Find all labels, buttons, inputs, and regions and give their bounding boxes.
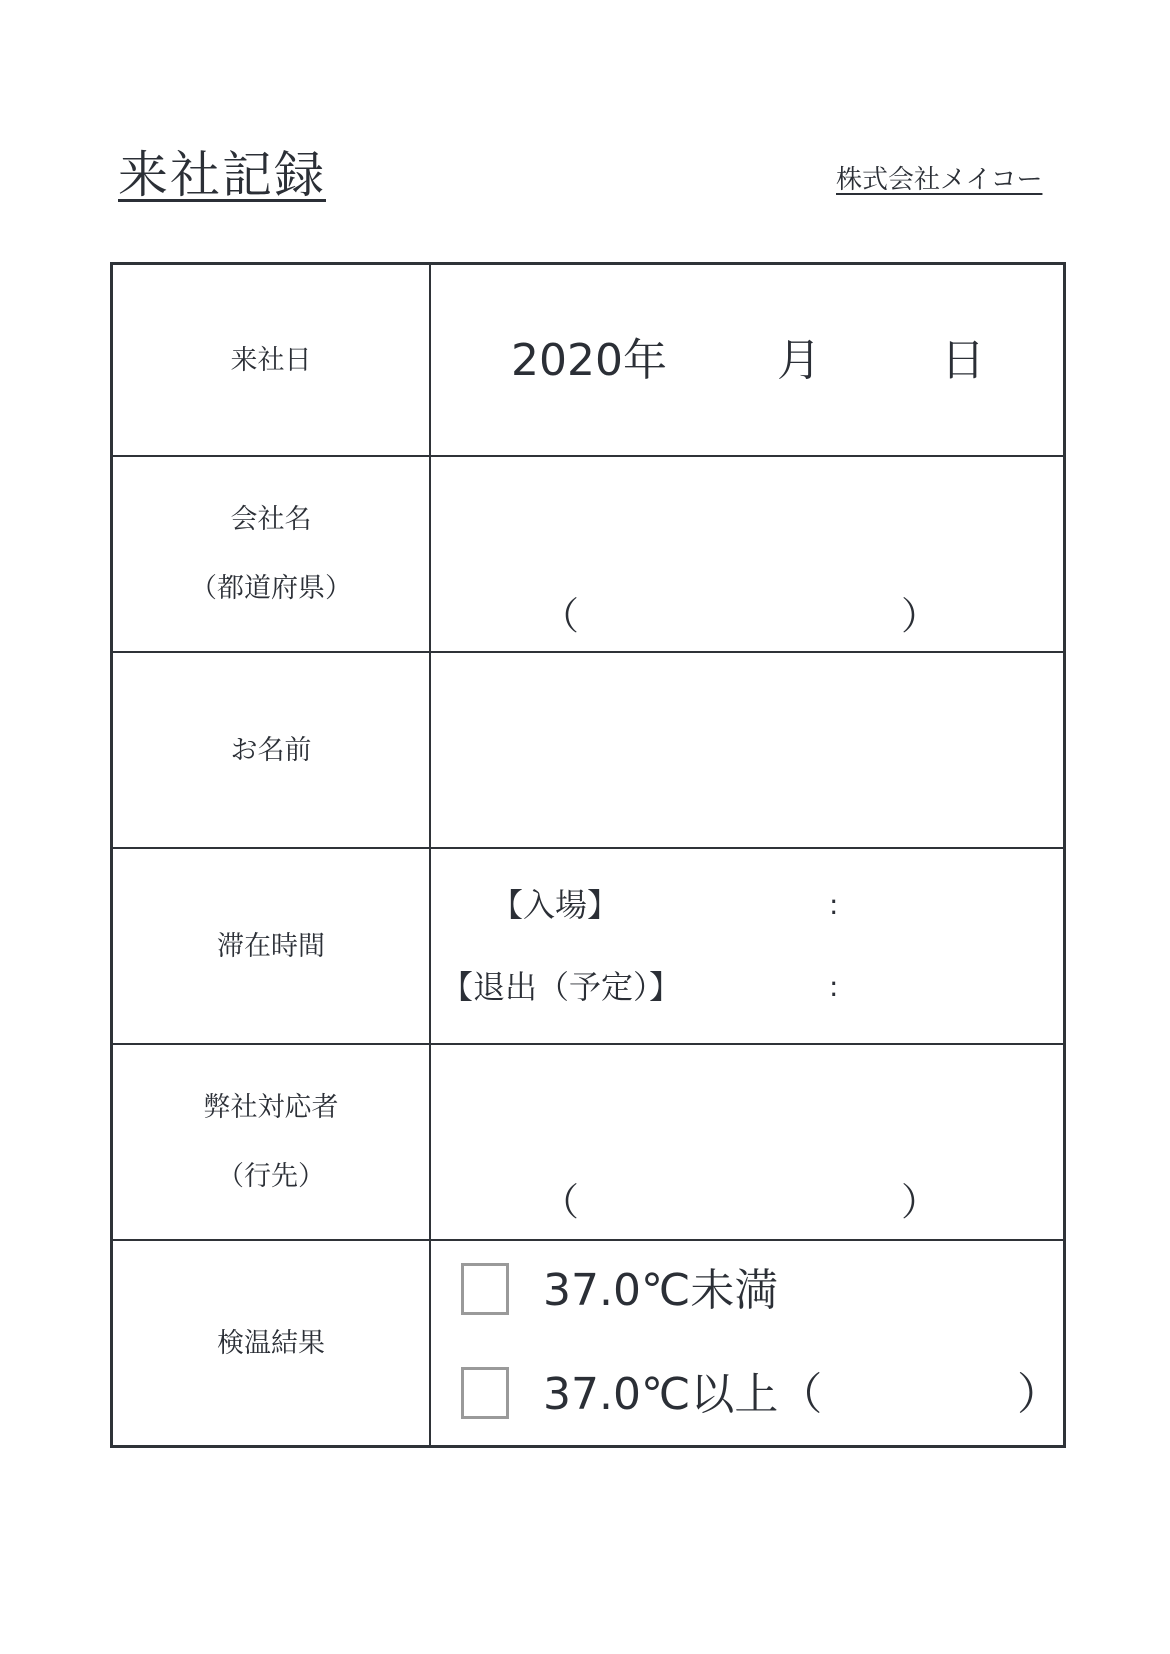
row-visit-date [113, 265, 1063, 455]
row-contact-person [113, 1045, 1063, 1239]
entry-time-label: 【入場】 [491, 886, 620, 924]
destination-paren-open: （ [541, 1180, 580, 1224]
exit-time-label: 【退出（予定）】 [441, 968, 682, 1006]
visit-record-form [110, 262, 1066, 1448]
below-37-checkbox[interactable] [461, 1263, 509, 1315]
stay-time-label: 滞在時間 [217, 930, 325, 962]
date-month[interactable]: 月 [777, 335, 821, 386]
row-company-name [113, 457, 1063, 651]
date-day[interactable]: 日 [941, 335, 985, 386]
contact-person-label: 弊社対応者 [203, 1092, 339, 1123]
above-37-checkbox[interactable] [461, 1367, 509, 1419]
prefecture-label: （都道府県） [190, 573, 352, 604]
contact-label-group [113, 1045, 429, 1239]
entry-time-field[interactable]: : [829, 888, 839, 921]
company-name-field[interactable] [431, 457, 1063, 651]
temperature-check-label: 検温結果 [217, 1327, 325, 1359]
above-37-paren-close: ） [1017, 1369, 1061, 1420]
visit-date-label: 来社日 [230, 344, 312, 376]
name-label: お名前 [230, 734, 312, 766]
company-name-label-group [113, 457, 429, 651]
company-name-label: 会社名 [230, 504, 312, 535]
row-stay-time [113, 849, 1063, 1043]
prefecture-paren-open: （ [541, 594, 580, 638]
name-field[interactable] [431, 653, 1063, 847]
date-year[interactable]: 2020年 [511, 335, 667, 386]
row-name [113, 653, 1063, 847]
below-37-label: 37.0℃未満 [543, 1265, 779, 1316]
contact-person-field[interactable] [431, 1045, 1063, 1239]
above-37-label: 37.0℃以上（ [543, 1369, 823, 1420]
row-temperature-check [113, 1241, 1063, 1445]
destination-label: （行先） [217, 1161, 325, 1192]
page-title: 来社記録 [118, 146, 326, 204]
prefecture-paren-close: ） [901, 594, 940, 638]
exit-time-field[interactable]: : [829, 970, 839, 1003]
company-name: 株式会社メイコー [836, 165, 1043, 195]
destination-paren-close: ） [901, 1180, 940, 1224]
